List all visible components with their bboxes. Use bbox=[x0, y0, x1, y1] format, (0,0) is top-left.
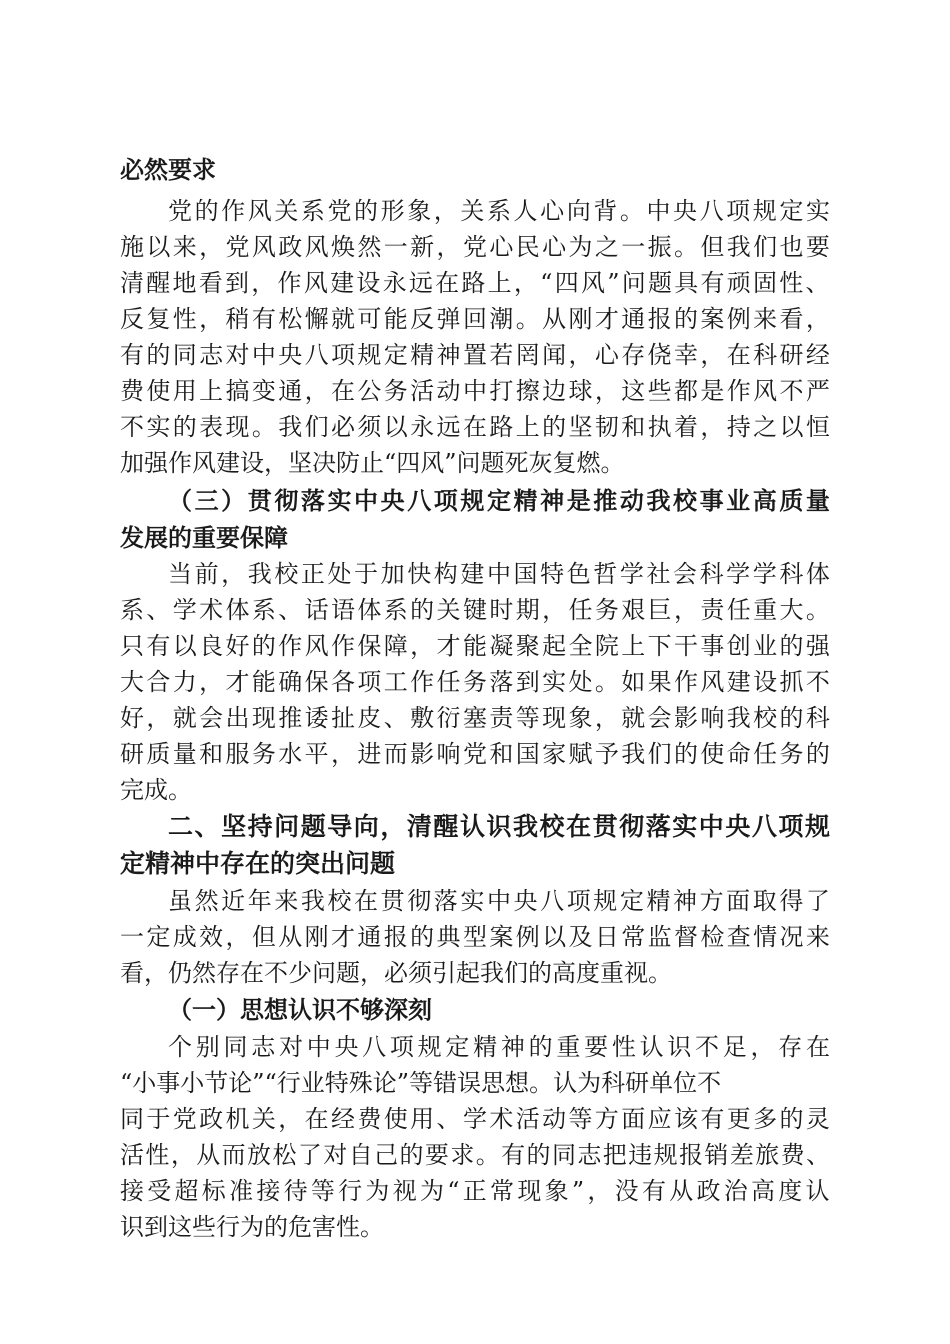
paragraph-line: 大合力，才能确保各项工作任务落到实处。如果作风建设抓不 bbox=[120, 668, 833, 696]
section-title-continuation: 必然要求 bbox=[120, 155, 216, 184]
paragraph-line: 同于党政机关，在经费使用、学术活动等方面应该有更多的灵 bbox=[120, 1105, 833, 1133]
paragraph-line: 好，就会出现推诿扯皮、敷衍塞责等现象，就会影响我校的科 bbox=[120, 704, 833, 732]
paragraph-line: 加强作风建设，坚决防止“四风”问题死灰复燃。 bbox=[120, 449, 625, 477]
paragraph-line: 虽然近年来我校在贯彻落实中央八项规定精神方面取得了 bbox=[168, 887, 833, 915]
paragraph-line: 党的作风关系党的形象，关系人心向背。中央八项规定实 bbox=[168, 197, 833, 225]
paragraph-line: 活性，从而放松了对自己的要求。有的同志把违规报销差旅费、 bbox=[120, 1141, 832, 1169]
paragraph-line: 清醒地看到，作风建设永远在路上，“四风”问题具有顽固性、 bbox=[120, 269, 832, 297]
paragraph-line: 接受超标准接待等行为视为“正常现象”，没有从政治高度认 bbox=[120, 1177, 833, 1205]
paragraph-line: 一定成效，但从刚才通报的典型案例以及日常监督检查情况来 bbox=[120, 923, 833, 951]
paragraph-line: “小事小节论”“行业特殊论”等错误思想。认为科研单位不 bbox=[120, 1069, 722, 1097]
section-heading: 定精神中存在的突出问题 bbox=[120, 849, 396, 878]
paragraph-line: 研质量和服务水平，进而影响党和国家赋予我们的使命任务的 bbox=[120, 740, 833, 768]
paragraph-line: 费使用上搞变通，在公务活动中打擦边球，这些都是作风不严 bbox=[120, 377, 833, 405]
paragraph-line: 只有以良好的作风作保障，才能凝聚起全院上下干事创业的强 bbox=[120, 632, 833, 660]
paragraph-line: 施以来，党风政风焕然一新，党心民心为之一振。但我们也要 bbox=[120, 233, 833, 261]
subsection-heading: （一）思想认识不够深刻 bbox=[168, 995, 432, 1024]
subsection-heading: 发展的重要保障 bbox=[120, 523, 288, 552]
paragraph-line: 识到这些行为的危害性。 bbox=[120, 1213, 384, 1241]
paragraph-line: 不实的表现。我们必须以永远在路上的坚韧和执着，持之以恒 bbox=[120, 413, 833, 441]
paragraph-line: 反复性，稍有松懈就可能反弹回潮。从刚才通报的案例来看， bbox=[120, 305, 833, 333]
paragraph-line: 当前，我校正处于加快构建中国特色哲学社会科学学科体 bbox=[168, 560, 833, 588]
paragraph-line: 看，仍然存在不少问题，必须引起我们的高度重视。 bbox=[120, 959, 672, 987]
section-heading: 二、坚持问题导向，清醒认识我校在贯彻落实中央八项规 bbox=[168, 812, 832, 841]
paragraph-line: 完成。 bbox=[120, 776, 192, 804]
paragraph-line: 系、学术体系、话语体系的关键时期，任务艰巨，责任重大。 bbox=[120, 596, 833, 624]
paragraph-line: 有的同志对中央八项规定精神置若罔闻，心存侥幸，在科研经 bbox=[120, 341, 833, 369]
subsection-heading: （三）贯彻落实中央八项规定精神是推动我校事业高质量 bbox=[168, 486, 833, 515]
paragraph-line: 个别同志对中央八项规定精神的重要性认识不足，存在 bbox=[168, 1033, 834, 1061]
